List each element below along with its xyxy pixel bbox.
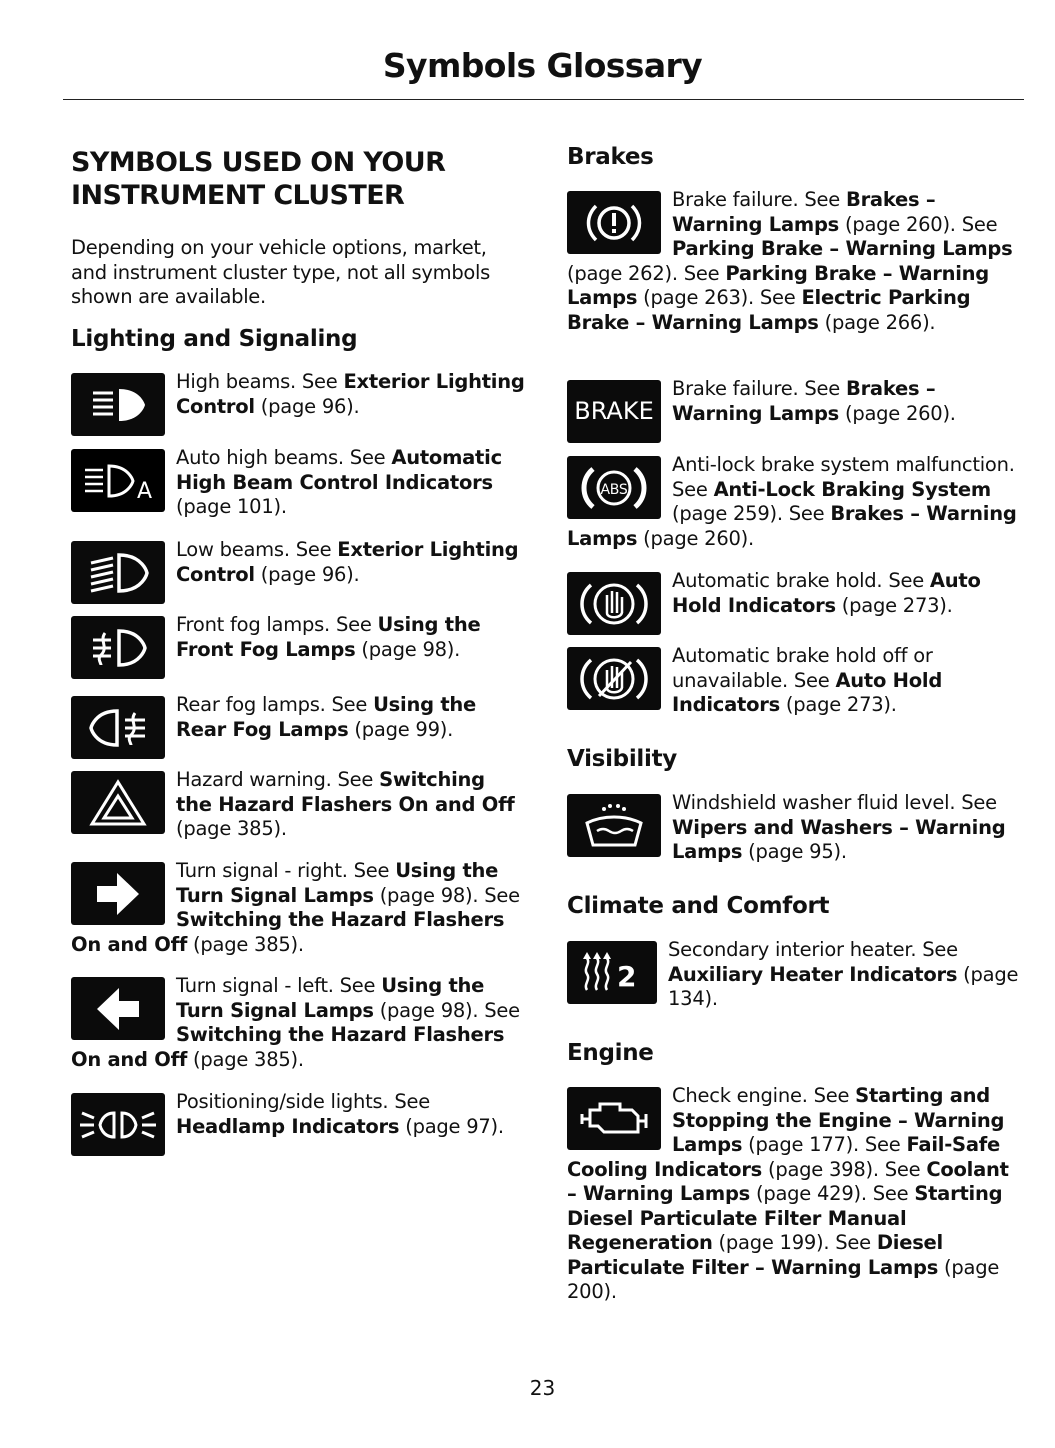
turn-right-icon	[71, 862, 165, 925]
lighting-heading: Lighting and Signaling	[71, 326, 358, 352]
entry-check-engine: Check engine. See Starting and Stopping the Engine – Warning Lamps (page 177). See Fail-Safe Cooling Indicators (page 398). See Coolant – Warning Lamps (page 429). See Starting Diesel Particulate Filter Manual Regeneration (page 199). See Diesel Particulate Filter – Warning Lamps (page 200).	[567, 1084, 1009, 1303]
entry-brake-text: BRAKE Brake failure. See Brakes – Warning Lamps (page 260).	[567, 377, 1019, 447]
entry-link[interactable]: Auto Hold Indicators	[672, 668, 943, 716]
heater-icon-label: 2	[617, 959, 637, 993]
entry-secondary-heater: 2 Secondary interior heater. See Auxiliary Heater Indicators (page 134).	[567, 938, 1019, 1012]
entry-link[interactable]: Headlamp Indicators	[176, 1114, 400, 1138]
entry-link[interactable]: Parking Brake – Warning Lamps	[567, 261, 990, 309]
check-engine-icon	[567, 1087, 661, 1150]
visibility-heading: Visibility	[567, 746, 677, 772]
turn-left-icon	[71, 977, 165, 1040]
abs-icon-label: ABS	[600, 481, 628, 498]
low-beam-icon	[71, 541, 165, 604]
entry-link[interactable]: Using the Turn Signal Lamps	[176, 859, 499, 907]
auto-hold-icon	[567, 572, 661, 635]
entry-link[interactable]: Parking Brake – Warning Lamps	[672, 237, 1013, 260]
entry-link[interactable]: Brakes – Warning Lamps	[672, 188, 936, 236]
svg-text:A: A	[137, 478, 152, 504]
hazard-warning-icon	[71, 771, 165, 834]
front-fog-lamp-icon	[71, 616, 165, 679]
page-number: 23	[529, 1376, 556, 1400]
entry-side-lights: Positioning/side lights. See Headlamp Indicators (page 97).	[71, 1090, 526, 1160]
brake-text-icon	[567, 380, 661, 443]
entry-hazard: Hazard warning. See Switching the Hazard Flashers On and Off (page 385).	[71, 768, 526, 842]
abs-icon	[567, 456, 661, 519]
high-beam-icon	[71, 373, 165, 436]
secondary-heater-icon	[567, 941, 657, 1004]
auto-high-beam-icon	[71, 449, 165, 512]
section-heading: SYMBOLS USED ON YOUR INSTRUMENT CLUSTER	[71, 147, 446, 211]
entry-link[interactable]: Diesel Particulate Filter – Warning Lamps	[567, 1231, 943, 1279]
entry-front-fog: Front fog lamps. See Using the Front Fog Lamps (page 98).	[71, 613, 526, 683]
entry-auto-hold-off: Automatic brake hold off or unavailable. See Auto Hold Indicators (page 273).	[567, 644, 1019, 718]
entry-rear-fog: Rear fog lamps. See Using the Rear Fog Lamps (page 99).	[71, 693, 526, 763]
washer-fluid-icon	[567, 794, 661, 857]
entry-link[interactable]: Brakes – Warning Lamps	[672, 377, 936, 425]
side-lights-icon	[71, 1093, 165, 1156]
entry-link[interactable]: Auxiliary Heater Indicators	[668, 962, 958, 986]
brakes-heading: Brakes	[567, 144, 654, 170]
entry-auto-hold: Automatic brake hold. See Auto Hold Indicators (page 273).	[567, 569, 1019, 639]
entry-abs: ABS Anti-lock brake system malfunction. See Anti-Lock Braking System (page 259). See Brakes – Warning Lamps (page 260).	[567, 453, 1017, 550]
entry-link[interactable]: Starting and Stopping the Engine – Warning Lamps	[672, 1084, 1005, 1156]
page-title: Symbols Glossary	[382, 46, 703, 85]
entry-link[interactable]: Using the Front Fog Lamps	[176, 613, 481, 661]
auto-hold-off-icon	[567, 647, 661, 710]
entry-link[interactable]: Switching the Hazard Flashers On and Off	[176, 768, 515, 816]
rear-fog-lamp-icon	[71, 696, 165, 759]
engine-heading: Engine	[567, 1040, 654, 1066]
entry-link[interactable]: Brakes – Warning Lamps	[567, 502, 1017, 550]
entry-low-beams: Low beams. See Exterior Lighting Control (page 96).	[71, 538, 526, 608]
entry-link[interactable]: Using the Turn Signal Lamps	[176, 974, 485, 1022]
intro-paragraph: Depending on your vehicle options, market, and instrument cluster type, not all symbols shown are available.	[71, 236, 491, 308]
brake-warning-icon	[567, 191, 661, 254]
entry-link[interactable]: Coolant – Warning Lamps	[567, 1157, 1009, 1205]
entry-high-beams: High beams. See Exterior Lighting Control (page 96).	[71, 370, 526, 440]
entry-link[interactable]: Switching the Hazard Flashers On and Off	[71, 908, 505, 956]
climate-heading: Climate and Comfort	[567, 893, 830, 919]
entry-link[interactable]: Exterior Lighting Control	[176, 370, 525, 418]
entry-link[interactable]: Starting Diesel Particulate Filter Manual Regeneration	[567, 1182, 1003, 1254]
entry-link[interactable]: Wipers and Washers – Warning Lamps	[672, 815, 1006, 863]
entry-washer-fluid: Windshield washer fluid level. See Wipers and Washers – Warning Lamps (page 95).	[567, 791, 1019, 865]
entry-brake-failure: Brake failure. See Brakes – Warning Lamps (page 260). See Parking Brake – Warning Lamps (page 262). See Parking Brake – Warning Lamps (page 263). See Electric Parking Brake – Warning Lamps (page 266).	[567, 188, 1013, 334]
entry-link[interactable]: Exterior Lighting Control	[176, 538, 519, 586]
entry-link[interactable]: Auto Hold Indicators	[672, 569, 981, 617]
entry-link[interactable]: Using the Rear Fog Lamps	[176, 693, 477, 741]
brake-icon-label: BRAKE	[574, 397, 654, 426]
entry-link[interactable]: Fail-Safe Cooling Indicators	[567, 1133, 1000, 1181]
title-divider	[63, 99, 1024, 100]
entry-link[interactable]: Anti-Lock Braking System	[713, 477, 991, 501]
entry-turn-right: Turn signal - right. See Using the Turn Signal Lamps (page 98). See Switching the Hazard Flashers On and Off (page 385).	[71, 859, 520, 956]
entry-turn-left: Turn signal - left. See Using the Turn Signal Lamps (page 98). See Switching the Hazard Flashers On and Off (page 385).	[71, 974, 520, 1071]
entry-link[interactable]: Switching the Hazard Flashers On and Off	[71, 1023, 505, 1071]
entry-auto-high-beams: A Auto high beams. See Automatic High Beam Control Indicators (page 101).	[71, 446, 526, 520]
entry-link[interactable]: Automatic High Beam Control Indicators	[176, 446, 502, 494]
entry-link[interactable]: Electric Parking Brake – Warning Lamps	[567, 286, 971, 334]
